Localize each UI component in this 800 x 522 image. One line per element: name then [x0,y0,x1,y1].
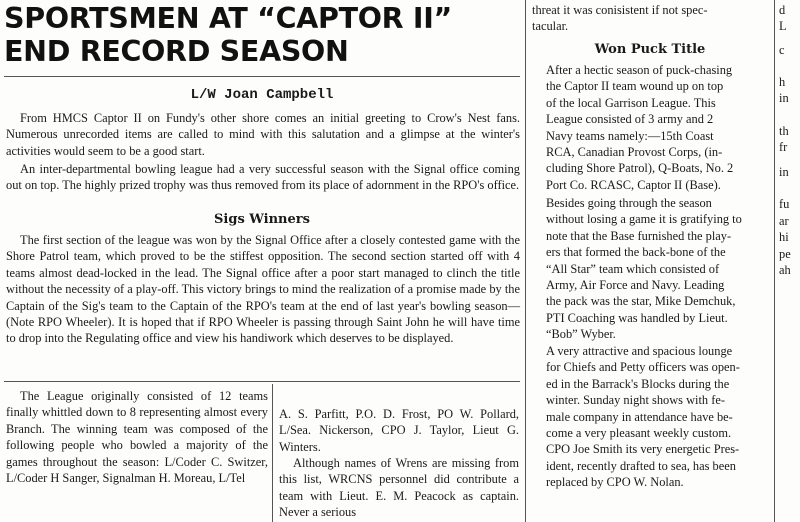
sigs-paragraph: The first section of the league was won by the Signal Office after a closely contested game with the Shore Patrol team, which proved to be the stiffest opposition. The second section started off with 4 teams almost dead-locked in the lead. The Signal office after a poor start managed to clinch the title without the necessity of a play-off. This victory brings to mind the realization of a promise made by the Captain of the Sig's team to the Captain of the RPO's team at the end of last year's bowling season—(Note RPO Wheeler). It is hoped that if RPO Wheeler is passing through Saint John he will have time to drop into the Regulating office and view his handiwork which deserves to be displayed. [6,233,520,346]
edge-fragment: hi [779,230,789,244]
lounge-paragraph-line: ident, recently drafted to sea, has been [546,458,736,473]
puck-paragraph-2-line: PTI Coaching was handled by Lieut. [546,310,728,325]
league-paragraph: The League originally consisted of 12 teams finally whittled down to 8 representing almost every Branch. The winning team was composed of the following people who bowled a majority of the games throughout the season: L/Coder C. Switzer, L/Coder H Sanger, Signalman H. Moreau, L/Tel [6,389,268,486]
puck-paragraph-1-line: cluding Shore Patrol), Q-Boats, No. 2 [546,161,734,176]
lounge-paragraph [532,343,770,491]
intro-paragraph-2: An inter-departmental bowling league had a very successful season with the Signal office coming out on top. The highly prized trophy was thus removed from its place of adornment in the RPO's office. [6,162,520,193]
lounge-paragraph-line: winter. Sunday night shows with fe- [546,393,725,408]
headline-line-1: SPORTSMEN AT “CAPTOR II” [4,2,452,35]
lounge-paragraph-line: male company in attendance have be- [546,409,733,424]
puck-paragraph-2 [532,195,770,343]
lounge-paragraph-line: ed in the Barrack's Blocks during the [546,376,730,391]
edge-fragment: in [779,165,789,179]
puck-paragraph-2-line: “All Star” team which consisted of [546,261,720,276]
lounge-paragraph-line: for Chiefs and Petty officers was open- [546,360,740,375]
headline-rule [4,76,520,77]
edge-fragment: c [779,43,785,57]
threat-continued [532,2,770,35]
won-puck-title-heading: Won Puck Title [594,42,706,57]
puck-paragraph-2-line: the pack was the star, Mike Demchuk, [546,294,736,309]
section-rule [4,381,520,382]
right-column [528,0,772,522]
edge-fragment: L [779,19,787,33]
edge-fragment: ar [779,214,789,228]
names-continued: A. S. Parfitt, P.O. D. Frost, PO W. Pollard, L/Sea. Nickerson, CPO J. Taylor, Lieut G. Winters. [279,407,519,454]
puck-paragraph-1-line: Port Co. RCASC, Captor II (Base). [546,177,721,192]
sigs-winners-heading: Sigs Winners [214,212,310,227]
puck-paragraph-1-line: of the local Garrison League. This [546,95,716,110]
edge-fragment: ah [779,263,791,277]
edge-fragment: h [779,75,786,89]
edge-fragment: d [779,3,786,17]
lounge-paragraph-line: CPO Joe Smith its very energetic Pres- [546,442,740,457]
edge-fragment: fr [779,140,788,154]
puck-paragraph-2-line: ers that formed the back-bone of the [546,245,726,260]
puck-paragraph-2-line: “Bob” Wyber. [546,327,616,342]
puck-paragraph-1-line: After a hectic season of puck-chasing [546,63,733,77]
headline-line-2: END RECORD SEASON [4,35,349,68]
puck-paragraph-2-line: Army, Air Force and Navy. Leading [546,278,725,293]
headline [4,2,520,68]
edge-fragment: in [779,91,789,105]
inner-column-rule [272,384,273,522]
threat-line-2: tacular. [532,19,569,34]
threat-line-1: threat it was conisistent if not spec- [532,3,708,17]
puck-paragraph-2-line: Besides going through the season [546,196,712,210]
puck-paragraph-1-line: the Captor II team wound up on top [546,79,724,94]
lounge-paragraph-line: come a very pleasant weekly custom. [546,426,732,441]
puck-paragraph-1 [532,62,770,193]
edge-fragment: fu [779,197,790,211]
wrens-paragraph: Although names of Wrens are missing from this list, WRCNS personnel did contribute a team with Lieut. E. M. Peacock as captain. Never a serious [279,456,519,520]
lounge-paragraph-line: replaced by CPO W. Nolan. [546,475,684,490]
puck-paragraph-1-line: League consisted of 3 army and 2 [546,112,714,127]
edge-fragment: pe [779,247,791,261]
puck-paragraph-2-line: without losing a game it is gratifying to [546,212,742,227]
byline: L/W Joan Campbell [190,87,334,103]
column-rule-1 [525,0,526,522]
lounge-paragraph-line: A very attractive and spacious lounge [546,344,733,358]
next-column-fragment [775,0,800,522]
puck-paragraph-2-line: note that the Base furnished the play- [546,228,732,243]
puck-paragraph-1-line: Navy teams namely:—15th Coast [546,128,714,143]
edge-fragment: th [779,124,789,138]
intro-paragraph-1: From HMCS Captor II on Fundy's other shore comes an initial greeting to Crow's Nest fans. Numerous unrecorded items are called to mind with this salutation and a glimpse at the winter's activities would seem to be a good start. [6,111,520,158]
puck-paragraph-1-line: RCA, Canadian Provost Corps, (in- [546,145,723,160]
